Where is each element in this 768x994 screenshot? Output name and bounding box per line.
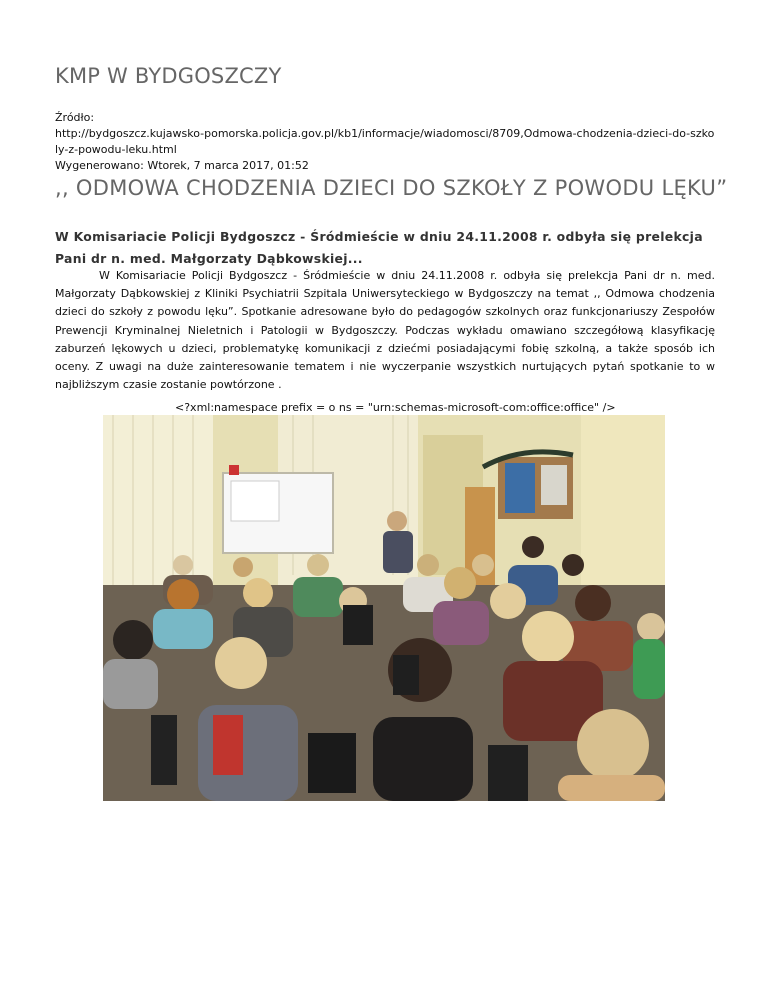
- lecture-photo: [103, 415, 665, 801]
- article-body: W Komisariacie Policji Bydgoszcz - Śródmieście w dniu 24.11.2008 r. odbyła się prelekcja Pani dr n. med. Małgorzaty Dąbkowskiej z Kliniki Psychiatrii Szpitala Uniwersyteckiego w Bydgoszczy na temat ,, Odmowa chodzenia dzieci do szkoły z powodu lęku”. Spotkanie adresowane było do pedagogów szkolnych oraz funkcjonariuszy Zespołów Prewencji Kryminalnej Nieletnich i Patologii w Bydgoszczy. Podczas wykładu omawiano szczegółową klasyfikację zaburzeń lękowych u dzieci, problematykę komunikacji z dziećmi posiadającymi fobię szkolną, a także sposób ich oceny. Z uwagi na duże zainteresowanie tematem i nie wyczerpanie wszystkich nurtujących pytań spotkanie to w najbliższym czasie zostanie powtórzone .: [55, 269, 715, 392]
- article-title: ,, ODMOWA CHODZENIA DZIECI DO SZKOŁY Z POWODU LĘKU”: [55, 176, 728, 200]
- site-title: KMP W BYDGOSZCZY: [55, 64, 282, 88]
- generated-date: Wygenerowano: Wtorek, 7 marca 2017, 01:52: [55, 159, 309, 172]
- xml-namespace-note: <?xml:namespace prefix = o ns = "urn:schemas-microsoft-com:office:office" />: [175, 401, 616, 414]
- source-label: Źródło:: [55, 111, 95, 124]
- article-lead: W Komisariacie Policji Bydgoszcz - Śródmieście w dniu 24.11.2008 r. odbyła się prelekcja Pani dr n. med. Małgorzaty Dąbkowskiej...: [55, 229, 703, 266]
- source-url[interactable]: http://bydgoszcz.kujawsko-pomorska.policja.gov.pl/kb1/informacje/wiadomosci/8709,Odmowa-chodzenia-dzieci-do-szkoly-z-powodu-leku.html: [55, 127, 715, 156]
- document-meta: [55, 110, 715, 174]
